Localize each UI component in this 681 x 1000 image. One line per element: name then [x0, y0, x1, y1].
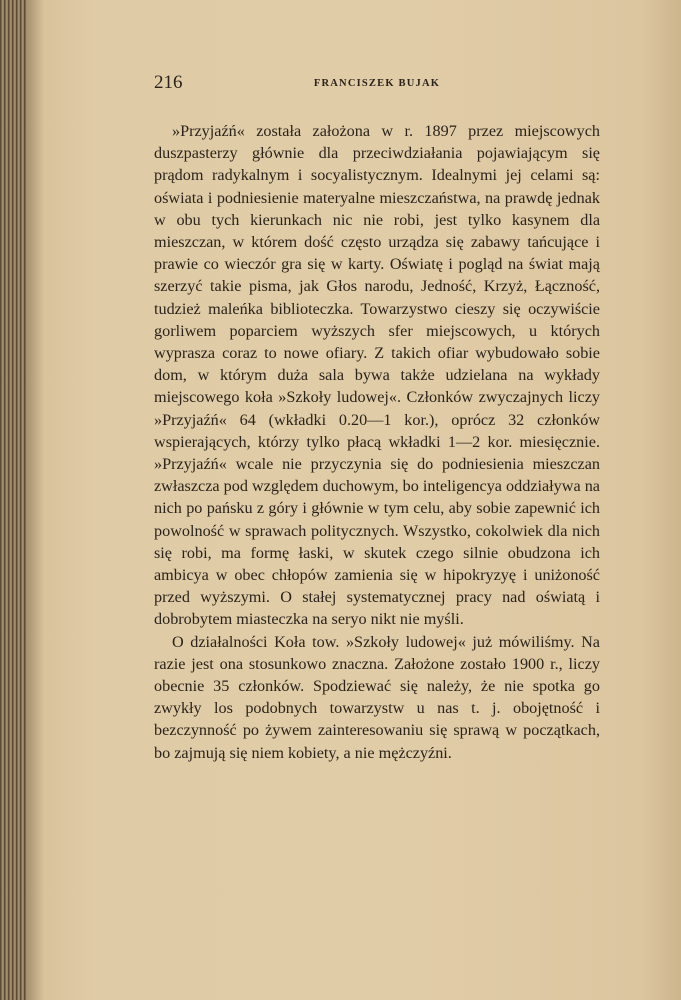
running-head-author: FRANCISZEK BUJAK	[313, 78, 441, 89]
gutter-shadow	[26, 0, 44, 1000]
running-head	[154, 72, 600, 96]
body-text	[154, 120, 600, 764]
page-number: 216	[154, 72, 183, 93]
paragraph: »Przyjaźń« została założona w r. 1897 przez miejscowych duszpasterzy głównie dla przeciwdziałania pojawiającym się prądom radykalnym i socyalistycznym. Idealnymi jej celami są: oświata i podniesienie materyalne mieszczaństwa, na prawdę jednak w obu tych kierunkach nic nie robi, jest tylko kasynem dla mieszczan, w którem dość często urządza się zabawy tańcujące i prawie co wieczór gra się w karty. Oświatę i pogląd na świat mają szerzyć takie pisma, jak Głos narodu, Jedność, Krzyż, Łączność, tudzież maleńka biblioteczka. Towarzystwo cieszy się oczywiście gorliwem poparciem wyższych sfer miejscowych, u których wyprasza coraz to nowe ofiary. Z takich ofiar wybudowało sobie dom, w którym duża sala bywa także udzielana na wykłady miejscowego koła »Szkoły ludowej«. Członków zwyczajnych liczy »Przyjaźń« 64 (wkładki 0.20—1 kor.), oprócz 32 członków wspierających, którzy tylko płacą wkładki 1—2 kor. miesięcznie. »Przyjaźń« wcale nie przyczynia się do podniesienia mieszczan zwłaszcza pod względem duchowym, bo inteligencya oddziaływa na nich po pańsku z góry i głównie w tym celu, aby sobie zapewnić ich powolność w sprawach politycznych. Wszystko, cokolwiek dla nich się robi, ma formę łaski, w skutek czego silnie obudzona ich ambicya w obec chłopów zamienia się w hipokryzyę i uniżoność przed wyższymi. O stałej systematycznej pracy nad oświatą i dobrobytem miasteczka na seryo nikt nie myśli.	[154, 122, 600, 629]
paragraph: O działalności Koła tow. »Szkoły ludowej« już mówiliśmy. Na razie jest ona stosunkowo znaczna. Założone zostało 1900 r., liczy obecnie 35 członków. Spodziewać się należy, że nie spotka go zwykły los podobnych towarzystw u nas t. j. obojętność i bezczynność po żywem zainteresowaniu się sprawą w początkach, bo zajmują się niem kobiety, a nie mężczyźni.	[154, 632, 600, 762]
page-edges	[0, 0, 26, 1000]
